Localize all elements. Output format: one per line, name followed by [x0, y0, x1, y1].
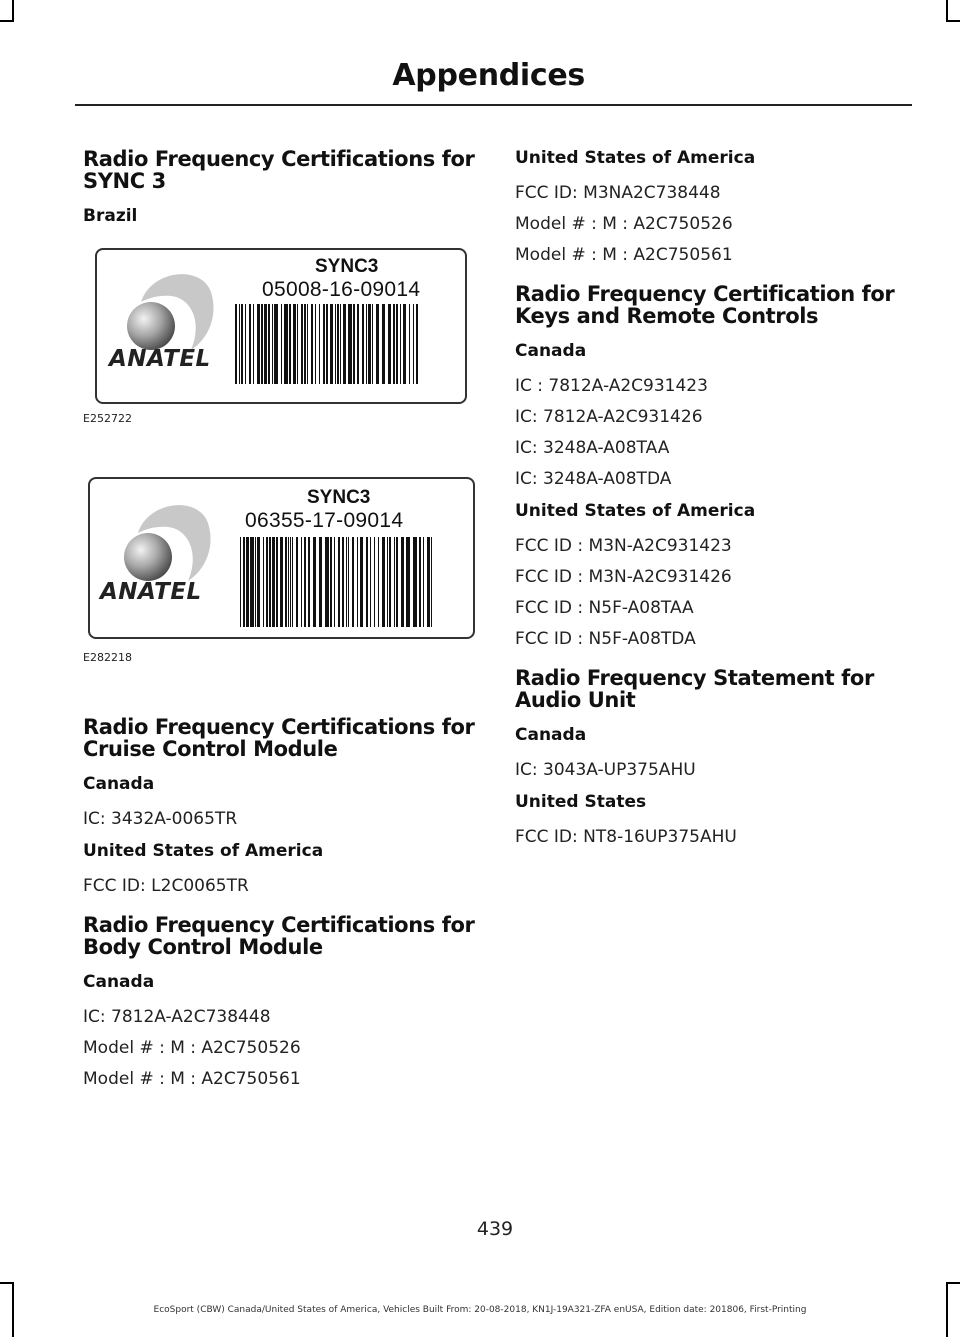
- barcode-bar: [301, 304, 303, 384]
- barcode: [235, 304, 421, 384]
- barcode-bar: [245, 304, 246, 384]
- barcode-bar: [263, 537, 264, 627]
- barcode-bar: [241, 304, 243, 384]
- figure-id: E282218: [83, 651, 132, 664]
- barcode-bar: [330, 304, 333, 384]
- barcode-bar: [315, 304, 316, 384]
- barcode-bar: [413, 537, 417, 627]
- barcode-bar: [246, 537, 249, 627]
- fcc-id: FCC ID : M3N-A2C931426: [515, 567, 732, 587]
- barcode-bar: [370, 537, 371, 627]
- fcc-id: FCC ID : M3N-A2C931423: [515, 536, 732, 556]
- section-heading-audio-unit: Radio Frequency Statement for Audio Unit: [515, 666, 874, 712]
- country-label-brazil: Brazil: [83, 206, 138, 226]
- barcode-bar: [292, 537, 293, 627]
- barcode-bar: [416, 304, 418, 384]
- barcode-bar: [272, 537, 275, 627]
- ic-number: IC: 3248A-A08TDA: [515, 469, 672, 489]
- anatel-label: [88, 477, 475, 639]
- label-product: SYNC3: [307, 487, 371, 508]
- fcc-id: FCC ID: L2C0065TR: [83, 876, 249, 896]
- anatel-label: [95, 248, 467, 404]
- label-product: SYNC3: [315, 256, 379, 277]
- footer-edition-info: EcoSport (CBW) Canada/United States of America, Vehicles Built From: 20-08-2018, KN1J-19A321-ZFA enUSA, Edition date: 201806, First-Printing: [153, 1305, 807, 1315]
- page-title: Appendices: [392, 58, 585, 93]
- crop-mark: [0, 1282, 14, 1284]
- barcode-bar: [389, 537, 391, 627]
- barcode-bar: [362, 304, 364, 384]
- barcode-bar: [308, 537, 310, 627]
- ic-number: IC : 7812A-A2C931423: [515, 376, 708, 396]
- barcode-bar: [382, 537, 385, 627]
- barcode-bar: [342, 537, 344, 627]
- barcode-bar: [376, 304, 379, 384]
- barcode-bar: [396, 304, 398, 384]
- crop-mark: [946, 1282, 960, 1284]
- fcc-id: FCC ID: M3NA2C738448: [515, 183, 721, 203]
- anatel-label-figure: [83, 248, 478, 425]
- barcode-bar: [357, 304, 359, 384]
- barcode-bar: [249, 304, 251, 384]
- ic-number: IC: 7812A-A2C931426: [515, 407, 703, 427]
- barcode-bar: [366, 304, 367, 384]
- barcode-bar: [374, 537, 375, 627]
- label-brand: ANATEL: [100, 579, 202, 605]
- label-code: 05008-16-09014: [262, 278, 421, 301]
- barcode-bar: [268, 304, 270, 384]
- ic-number: IC: 3432A-0065TR: [83, 809, 238, 829]
- barcode-bar: [357, 537, 358, 627]
- barcode-bar: [396, 537, 398, 627]
- barcode-bar: [304, 537, 306, 627]
- label-code: 06355-17-09014: [245, 509, 404, 532]
- left-column: [83, 148, 478, 1101]
- header-divider: [75, 104, 912, 106]
- barcode-bar: [401, 537, 404, 627]
- crop-mark: [946, 0, 948, 22]
- barcode-bar: [337, 304, 339, 384]
- barcode-bar: [423, 537, 424, 627]
- barcode-bar: [326, 304, 328, 384]
- section-heading-keys-remotes: Radio Frequency Certification for Keys and Remote Controls: [515, 282, 895, 328]
- barcode-bar: [290, 537, 291, 627]
- barcode-bar: [288, 537, 289, 627]
- barcode-bar: [403, 304, 406, 384]
- barcode-bar: [368, 304, 371, 384]
- barcode-bar: [285, 537, 287, 627]
- barcode-bar: [319, 304, 320, 384]
- barcode-bar: [276, 537, 278, 627]
- barcode-bar: [313, 537, 316, 627]
- barcode-bar: [348, 304, 352, 384]
- barcode-bar: [297, 304, 298, 384]
- model-number: Model # : M : A2C750526: [83, 1038, 301, 1058]
- barcode-bar: [240, 537, 241, 627]
- country-label-canada: Canada: [515, 725, 587, 745]
- barcode-bar: [274, 304, 278, 384]
- barcode-bar: [378, 537, 379, 627]
- barcode-bar: [343, 304, 346, 384]
- barcode-bar: [394, 537, 395, 627]
- barcode-bar: [338, 537, 340, 627]
- label-brand: ANATEL: [109, 346, 211, 372]
- barcode-bar: [235, 304, 237, 384]
- country-label-us: United States: [515, 792, 647, 812]
- country-label-usa: United States of America: [515, 501, 756, 521]
- crop-mark: [12, 0, 14, 22]
- barcode-bar: [406, 537, 410, 627]
- barcode-bar: [419, 537, 421, 627]
- anatel-label-figure: [83, 477, 478, 664]
- country-label-canada: Canada: [83, 774, 155, 794]
- barcode-bar: [387, 537, 388, 627]
- barcode-bar: [257, 304, 260, 384]
- barcode-bar: [307, 304, 308, 384]
- barcode-bar: [319, 537, 322, 627]
- barcode-bar: [243, 537, 245, 627]
- country-label-usa: United States of America: [83, 841, 324, 861]
- barcode-bar: [293, 304, 296, 384]
- figure-id: E252722: [83, 412, 132, 425]
- ic-number: IC: 3248A-A08TAA: [515, 438, 670, 458]
- barcode-bar: [264, 304, 267, 384]
- barcode-bar: [427, 537, 430, 627]
- barcode-bar: [253, 304, 254, 384]
- barcode-bar: [280, 537, 283, 627]
- barcode-bar: [352, 537, 354, 627]
- barcode-bar: [346, 537, 347, 627]
- barcode-bar: [382, 304, 385, 384]
- barcode: [240, 537, 436, 627]
- model-number: Model # : M : A2C750561: [515, 245, 733, 265]
- barcode-bar: [330, 537, 332, 627]
- barcode-bar: [353, 304, 355, 384]
- barcode-bar: [257, 537, 260, 627]
- barcode-bar: [272, 304, 273, 384]
- barcode-bar: [334, 537, 335, 627]
- barcode-bar: [335, 304, 336, 384]
- barcode-bar: [304, 304, 306, 384]
- fcc-id: FCC ID : N5F-A08TDA: [515, 629, 696, 649]
- barcode-bar: [250, 537, 254, 627]
- crop-mark: [0, 20, 14, 22]
- barcode-bar: [296, 537, 298, 627]
- fcc-id: FCC ID: NT8-16UP375AHU: [515, 827, 737, 847]
- barcode-bar: [269, 537, 271, 627]
- barcode-bar: [360, 537, 363, 627]
- ic-number: IC: 3043A-UP375AHU: [515, 760, 696, 780]
- crop-mark: [946, 20, 960, 22]
- right-column: [515, 148, 915, 859]
- barcode-bar: [255, 537, 256, 627]
- barcode-bar: [388, 304, 391, 384]
- barcode-bar: [266, 537, 268, 627]
- section-heading-body-control: Radio Frequency Certifications for Body Control Module: [83, 913, 475, 959]
- barcode-bar: [413, 304, 414, 384]
- barcode-bar: [366, 537, 368, 627]
- barcode-bar: [431, 537, 432, 627]
- barcode-bar: [409, 304, 410, 384]
- model-number: Model # : M : A2C750561: [83, 1069, 301, 1089]
- barcode-bar: [340, 304, 341, 384]
- page-number: 439: [476, 1218, 514, 1240]
- country-label-canada: Canada: [515, 341, 587, 361]
- barcode-bar: [348, 537, 349, 627]
- barcode-bar: [325, 537, 329, 627]
- barcode-bar: [372, 304, 373, 384]
- barcode-bar: [311, 304, 313, 384]
- fcc-id: FCC ID : N5F-A08TAA: [515, 598, 694, 618]
- barcode-bar: [284, 304, 288, 384]
- barcode-bar: [239, 304, 240, 384]
- section-heading-cruise-control: Radio Frequency Certifications for Cruise Control Module: [83, 715, 475, 761]
- barcode-bar: [261, 304, 263, 384]
- barcode-bar: [301, 537, 302, 627]
- section-heading-sync3: Radio Frequency Certifications for SYNC 3: [83, 147, 475, 193]
- barcode-bar: [393, 304, 395, 384]
- country-label-canada: Canada: [83, 972, 155, 992]
- barcode-bar: [400, 304, 401, 384]
- barcode-bar: [281, 304, 282, 384]
- barcode-bar: [323, 304, 325, 384]
- barcode-bar: [289, 304, 291, 384]
- country-label-usa: United States of America: [515, 148, 756, 168]
- ic-number: IC: 7812A-A2C738448: [83, 1007, 271, 1027]
- model-number: Model # : M : A2C750526: [515, 214, 733, 234]
